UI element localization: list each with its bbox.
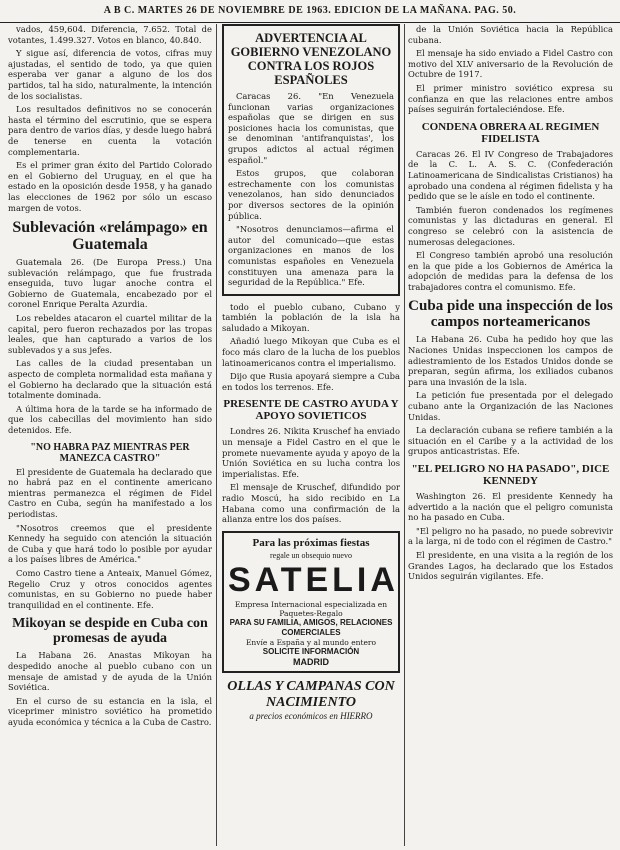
headline-mikoyan: Mikoyan se despide en Cuba con promesas de ayuda [12, 616, 208, 647]
article-paragraph: Caracas 26. "En Venezuela funcionan varias organizaciones españolas que se dirigen en sus posiciones hacia los comunistas, que se denominan 'antifranquistas', los grupos adictos al actual régimen español." [228, 91, 394, 165]
column-rule [216, 24, 217, 846]
headline-kennedy: "EL PELIGRO NO HA PASADO", DICE KENNEDY [411, 463, 610, 487]
ad-brand: SATELIA [228, 560, 399, 599]
column-3 [408, 24, 613, 846]
article-paragraph: La Habana 26. Cuba ha pedido hoy que las Naciones Unidas inspeccionen los campos de adiestramiento de los Estados Unidos donde se preparan, según afirma, los exiliados cubanos para una invasión de la isla. [408, 334, 613, 387]
article-paragraph: Washington 26. El presidente Kennedy ha advertido a la nación que el peligro comunista no ha pasado en Cuba. [408, 491, 613, 523]
article-paragraph: Guatemala 26. (De Europa Press.) Una sublevación relámpago, que fue frustrada enseguida, tuvo lugar anoche contra el Gobierno de Guatemala, encabezado por el coronel Enrique Peralta Azurdia. [8, 257, 212, 310]
article-paragraph: También fueron condenados los regímenes comunistas y las dictaduras en general. El congreso se celebró con la asistencia de numerosas delegaciones. [408, 204, 613, 247]
headline-castro-ayuda: PRESENTE DE CASTRO AYUDA Y APOYO SOVIETICOS [223, 398, 399, 423]
article-paragraph: Londres 26. Nikita Kruschef ha enviado un mensaje a Fidel Castro en el que le promete nuevamente ayuda y apoyo de la Unión Soviética en su lucha contra los imperialistas. Efe. [222, 426, 400, 479]
article-paragraph: "Nosotros creemos que el presidente Kennedy ha seguido con atención la situación de Cuba y que hará todo lo posible por ayudar a los países libres de América." [8, 522, 212, 565]
article-paragraph: vados, 459,604. Diferencia, 7.652. Total de votantes, 1.499.327. Votos en blanco, 40.840. [8, 24, 212, 45]
article-paragraph: Dijo que Rusia apoyará siempre a Cuba en todos los terrenos. Efe. [222, 371, 400, 392]
ad-line: SOLICITE INFORMACIÓN [262, 646, 360, 656]
article-paragraph: La petición fue presentada por el delegado cubano ante la Organización de las Naciones Unidas. [408, 390, 613, 422]
ad-line: Envíe a España y al mundo entero [245, 637, 377, 647]
headline-cuba-pide: Cuba pide una inspección de los campos norteamericanos [408, 298, 613, 331]
article-paragraph: Como Castro tiene a Anteaix, Manuel Gómez, Regelio Cruz y otros conocidos agentes comunistas, en su Gobierno no puede haber tranquilidad en el continente. Efe. [8, 567, 212, 610]
article-paragraph: Estos grupos, que colaboran estrechamente con los comunistas venezolanos, han sido denunciados por diversos sectores de la opinión pública. [228, 168, 394, 221]
article-paragraph: Es el primer gran éxito del Partido Colorado en el Gobierno del Uruguay, en el que ha estado en la oposición desde 1958, y ha ganado las elecciones de 1962 por sólo un escaso margen de votos. [8, 160, 212, 213]
article-paragraph: El mensaje de Kruschef, difundido por radio Moscú, ha sido recibido en La Habana como una confirmación de la alianza entre los dos países. [222, 482, 400, 525]
page-header: A B C. MARTES 26 DE NOVIEMBRE DE 1963. EDICION DE LA MAÑANA. PAG. 50. [0, 0, 620, 23]
ad-line: Para las próximas fiestas [252, 536, 370, 549]
article-paragraph: En el curso de su estancia en la isla, el viceprimer ministro soviético ha prometido ayuda económica y técnica a la Cuba de Castro. [8, 695, 212, 727]
article-paragraph: de la Unión Soviética hacia la República cubana. [408, 24, 613, 45]
article-paragraph: Caracas 26. El IV Congreso de Trabajadores de la C. L. A. S. C. (Confederación Latinoamericana de Sindicalistas Cristianos) ha aprobado una condena al régimen fidelista y ha pedido que se le aísle en todo el continente. [408, 148, 613, 202]
ad-line: regale un obsequio nuevo [270, 550, 352, 560]
column-1 [8, 24, 212, 846]
article-paragraph: El mensaje ha sido enviado a Fidel Castro con motivo del XLV aniversario de la Revolución de Octubre de 1917. [408, 48, 613, 80]
article-paragraph: "Nosotros denunciamos—afirma el autor del comunicado—que estas organizaciones en manos de los comunistas españoles en Venezuela constituyen una amenaza para la seguridad de la República." Efe. [228, 224, 394, 288]
subheadline-precios: a precios económicos en HIERRO [249, 710, 373, 721]
article-paragraph: Añadió luego Mikoyan que Cuba es el foco más claro de la lucha de los pueblos latinoamericanos contra el imperialismo. [222, 336, 400, 368]
ad-line: PARA SU FAMILIA, AMIGOS, RELACIONES COMERCIALES [229, 617, 393, 637]
ad-line: MADRID [293, 656, 329, 667]
boxed-article [222, 24, 400, 296]
article-paragraph: El Congreso también aprobó una resolución en la que pide a los Gobiernos de América la adopción de medidas para la defensa de los trabajadores contra el comunismo. Efe. [408, 250, 613, 292]
headline-condena-obrera: CONDENA OBRERA AL REGIMEN FIDELISTA [421, 120, 600, 145]
article-paragraph: Los rebeldes atacaron el cuartel militar de la capital, pero fueron rechazados por las tropas leales, que han capturado a varios de los sublevados y a sus jefes. [8, 313, 212, 355]
column-2 [222, 24, 400, 846]
headline-advertencia: ADVERTENCIA AL GOBIERNO VENEZOLANO CONTRA LOS ROJOS ESPAÑOLES [230, 31, 392, 87]
satelia-advertisement [222, 531, 400, 673]
ad-line: Empresa Internacional especializada en Paquetes-Regalo [234, 599, 388, 618]
column-rule [404, 24, 405, 846]
article-paragraph: La declaración cubana se refiere también a la situación en el Caribe y a la actividad de los grupos anticastristas. Efe. [408, 425, 613, 457]
article-paragraph: "El peligro no ha pasado, no puede sobrevivir a la larga, ni de todo con el régimen de Castro." [408, 525, 613, 547]
article-paragraph: Y sigue así, diferencia de votos, cifras muy ajustadas, el sentido de todo, ya que quien esperaba ver ganar a alguno de los dos partidos, tal ha sido, naturalmente, la intención de los socialistas. [8, 48, 212, 101]
article-paragraph: La Habana 26. Anastas Mikoyan ha despedido anoche al pueblo cubano con un mensaje de amistad y de ayuda de la Unión Soviética. [8, 650, 212, 693]
article-paragraph: A última hora de la tarde se ha informado de que los cabecillas del movimiento han sido detenidos. Efe. [8, 403, 212, 435]
article-paragraph: Los resultados definitivos no se conocerán hasta el término del escrutinio, que se espera para dentro de varios días, y desde luego habrá de tenerse en cuenta la votación complementaria. [8, 104, 212, 157]
article-paragraph: El presidente, en una visita a la región de los Grandes Lagos, ha declarado que los Estados Unidos seguirán vigilantes. Efe. [408, 549, 613, 582]
headline-guatemala: Sublevación «relámpago» en Guatemala [12, 219, 208, 254]
subheadline-no-habra-paz: "NO HABRA PAZ MIENTRAS PER MANEZCA CASTRO" [30, 441, 190, 464]
article-paragraph: El presidente de Guatemala ha declarado que no habrá paz en el continente americano mientras permanezca el régimen de Fidel Castro en Cuba, según ha manifestado a los periodistas. [8, 466, 212, 519]
article-paragraph: El primer ministro soviético expresa su confianza en que las relaciones entre ambos países seguirán fortaleciéndose. Efe. [408, 82, 613, 115]
article-paragraph: Las calles de la ciudad presentaban un aspecto de completa normalidad esta mañana y el Gobierno ha declarado que la situación está totalmente dominada. [8, 358, 212, 401]
headline-ollas-campanas: OLLAS Y CAMPANAS CON NACIMIENTO [227, 678, 395, 710]
article-paragraph: todo el pueblo cubano, Cubano y también la población de la isla ha saludado a Mikoyan. [222, 301, 400, 333]
